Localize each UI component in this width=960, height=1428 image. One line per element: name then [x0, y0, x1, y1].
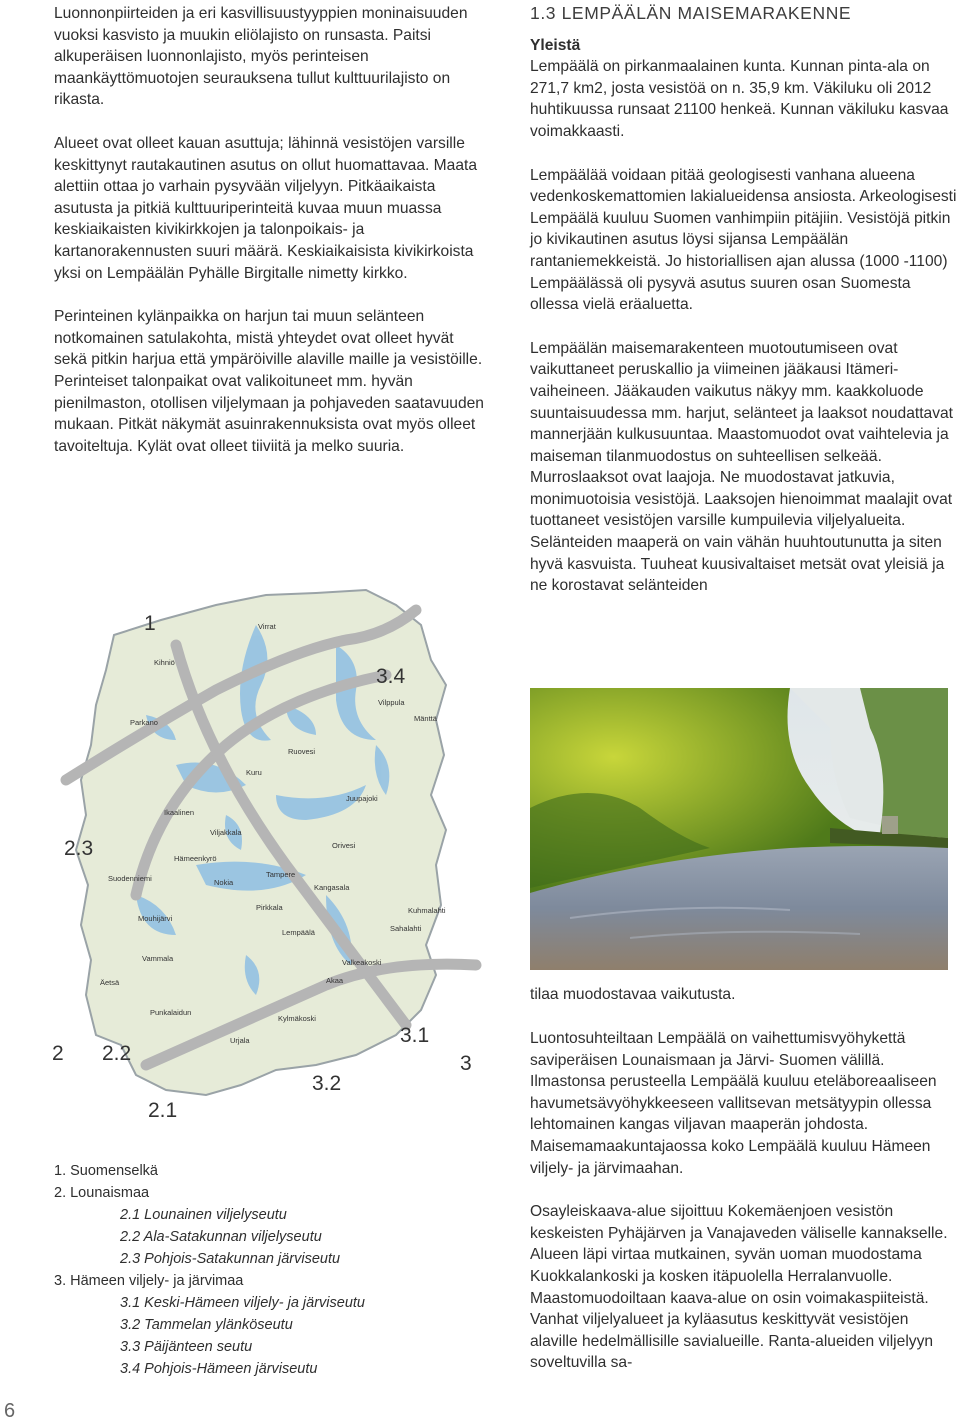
map-town-name: Vilppula: [378, 698, 405, 707]
map-town-name: Viljakkala: [210, 828, 242, 837]
legend-item-2-1: 2.1 Lounainen viljelyseutu: [120, 1207, 287, 1223]
left-paragraph-3: Perinteinen kylänpaikka on harjun tai muun selänteen notkomainen satulakohta, mistä yhteydet ovat olleet hyvät sekä pitkin harjua että ympäröiville alaville maille ja vesistöille. Perinteiset talonpaikat ovat valikoituneet mm. hyvän pienilmaston, otollisen viljelymaan ja pohjaveden saatavuuden mukaan. Pitkät näkymät asuinrakennuksista ovat myös olleet tavoiteltuja. Kylät ovat olleet tiiviitä ja melko suuria.: [54, 308, 484, 455]
map-label-2: 2: [52, 1042, 64, 1065]
paragraph-continuation: tilaa muodostavaa vaikutusta.: [530, 986, 736, 1003]
right-paragraph-5: Osayleiskaava-alue sijoittuu Kokemäenjoen vesistön keskeisten Pyhäjärven ja Vanajaveden väliselle kannakselle. Alueen läpi virtaa mutkainen, syvän uoman muodostama Kuokkalankoski ja kosken itäpuolella Herralanvuolle. Maastomuodoiltaan kaava-alue on osin voimakaspiiteistä. Vanhat viljelyalueet ja kyläasutus keskittyvät vesistöjen alaville hedelmällisille savialueille. Ranta-alueiden viljelyyn soveltuvilla sa-: [530, 1203, 948, 1372]
right-column-lower: [530, 1028, 960, 1374]
map-town-name: Akaa: [326, 976, 344, 985]
map-town-name: Nokia: [214, 878, 234, 887]
map-town-name: Sahalahti: [390, 924, 422, 933]
landscape-region-map: [26, 565, 520, 1150]
map-town-name: Pirkkala: [256, 903, 283, 912]
right-paragraph-2: Lempäälää voidaan pitää geologisesti vanhana alueena vedenkoskemattomien lakialueidensa ansiosta. Arkeologisesti Lempäälä kuuluu Suomen vanhimpiin pitäjiin. Vesistöjä pitkin jo kivikautinen asutus löysi sijansa Lempäälän rantaniemekkeistä. Jo historiallisen ajan alussa (1000 -1100) Lempäälässä oli pysyvä asutus suuren osan Suomesta ollessa vielä eräaluetta.: [530, 166, 957, 314]
map-town-name: Ikaalinen: [164, 808, 195, 817]
map-label-2-1: 2.1: [148, 1099, 178, 1122]
map-town-name: Vammala: [142, 954, 174, 963]
river-landscape-photo: [530, 688, 948, 970]
map-town-name: Kylmäkoski: [278, 1014, 316, 1023]
map-town-name: Hämeenkyrö: [174, 854, 217, 863]
legend-item-3-1: 3.1 Keski-Hämeen viljely- ja järviseutu: [120, 1295, 365, 1311]
page-number: 6: [4, 1400, 16, 1422]
right-paragraph-1: Lempäälä on pirkanmaalainen kunta. Kunnan pinta-ala on 271,7 km2, josta vesistöä on n. 35,9 km. Väkiluku oli 2012 huhtikuussa runsaat 21100 henkeä. Kunnan väkiluku kasvaa voimakkaasti.: [530, 58, 949, 140]
left-column: [54, 3, 484, 457]
map-label-3: 3: [460, 1052, 472, 1075]
map-town-name: Mänttä: [414, 714, 437, 723]
map-label-2-3: 2.3: [64, 837, 94, 860]
map-town-name: Orivesi: [332, 841, 356, 850]
map-label-3-1: 3.1: [400, 1024, 430, 1047]
map-town-name: Kihniö: [154, 658, 175, 667]
map-legend: [54, 1160, 365, 1380]
legend-item-3: 3. Hämeen viljely- ja järvimaa: [54, 1273, 244, 1289]
map-town-name: Ruovesi: [288, 747, 316, 756]
map-label-3-4: 3.4: [376, 665, 406, 688]
map-town-name: Kuhmalahti: [408, 906, 446, 915]
section-heading: 1.3 LEMPÄÄLÄN MAISEMARAKENNE: [530, 3, 852, 23]
subheading: Yleistä: [530, 36, 581, 54]
map-town-name: Mouhijärvi: [138, 914, 173, 923]
legend-item-3-2: 3.2 Tammelan ylänköseutu: [120, 1317, 293, 1333]
right-paragraph-3: Lempäälän maisemarakenteen muotoutumiseen ovat vaikuttaneet peruskallio ja viimeinen jääkausi Itämeri-vaiheineen. Jääkauden vaikutus näkyy mm. kaakkoluode suuntaisuudessa mm. harjut, selänteet ja laaksot noudattavat mannerjään kulkusuuntaa. Maastomuodot ovat vaihtelevia ja maiseman tilanmuodostus on suhteellisen selkeää. Murroslaaksot ovat laajoja. Ne muodostavat jatkuvia, monimuotoisia vesistöjä. Laaksojen hienoimmat maalajit ovat tuottaneet vesistöjen varsille kumpuilevia viljelyalueita. Selänteiden maaperä on vain vähän huuhtoutunutta ja siten hyvä kasvuista. Tuuheat kuusivaltaiset metsät ovat yleisiä ja ne korostavat selänteiden: [530, 339, 954, 595]
map-town-name: Äetsä: [100, 978, 120, 987]
legend-item-3-3: 3.3 Päijänteen seutu: [120, 1339, 253, 1355]
legend-item-3-4: 3.4 Pohjois-Hämeen järviseutu: [120, 1361, 318, 1377]
map-town-name: Suodenniemi: [108, 874, 152, 883]
map-label-1: 1: [144, 612, 156, 635]
map-town-name: Virrat: [258, 622, 276, 631]
legend-item-2-3: 2.3 Pohjois-Satakunnan järviseutu: [120, 1251, 341, 1267]
right-column: [530, 3, 960, 597]
map-town-name: Kuru: [246, 768, 262, 777]
map-label-2-2: 2.2: [102, 1042, 132, 1065]
legend-item-1: 1. Suomenselkä: [54, 1163, 158, 1179]
map-town-name: Lempäälä: [282, 928, 315, 937]
map-town-name: Valkeakoski: [342, 958, 382, 967]
map-town-name: Juupajoki: [346, 794, 378, 803]
map-label-3-2: 3.2: [312, 1072, 342, 1095]
right-paragraph-4: Luontosuhteiltaan Lempäälä on vaihettumisvyöhykettä saviperäisen Lounaismaan ja Järvi- Suomen välillä. Ilmastonsa perusteella Lempäälä kuuluu eteläboreaaliseen havumetsävyöhykkeeseen vallitsevan metsätyypin ollessa lehtomainen kangas viljavan maaperän johdosta. Maisemamaakuntajaossa koko Lempäälä kuuluu Hämeen viljely- ja järvimaahan.: [530, 1030, 937, 1177]
map-town-name: Kangasala: [314, 883, 350, 892]
legend-item-2: 2. Lounaismaa: [54, 1185, 150, 1201]
left-paragraph-1: Luonnonpiirteiden ja eri kasvillisuustyyppien moninaisuuden vuoksi kasvisto ja muukin eliölajisto on runsasta. Paitsi alkuperäisen luonnonlajisto, myös perinteisen maankäyttömuotojen seurauksena tullut kulttuurilajisto on rikasta.: [54, 5, 468, 109]
map-town-name: Urjala: [230, 1036, 250, 1045]
left-paragraph-2: Alueet ovat olleet kauan asuttuja; lähinnä vesistöjen varsille keskittynyt rautakautinen asutus on ollut huomattavaa. Maata alettiin ottaa jo varhain pysyvään viljelyyn. Pitkäaikaista asutusta ja pitkiä kulttuuriperinteitä kuvaa muun muassa keskiaikaisten kivikirkkojen ja talonpoikais- ja kartanorakennusten suuri määrä. Keskiaikaisista kivikirkoista yksi on Lempäälän Pyhälle Birgitalle nimetty kirkko.: [54, 134, 478, 282]
map-town-name: Punkalaidun: [150, 1008, 192, 1017]
legend-item-2-2: 2.2 Ala-Satakunnan viljelyseutu: [120, 1229, 322, 1245]
map-town-name: Tampere: [266, 870, 296, 879]
map-town-name: Parkano: [130, 718, 158, 727]
